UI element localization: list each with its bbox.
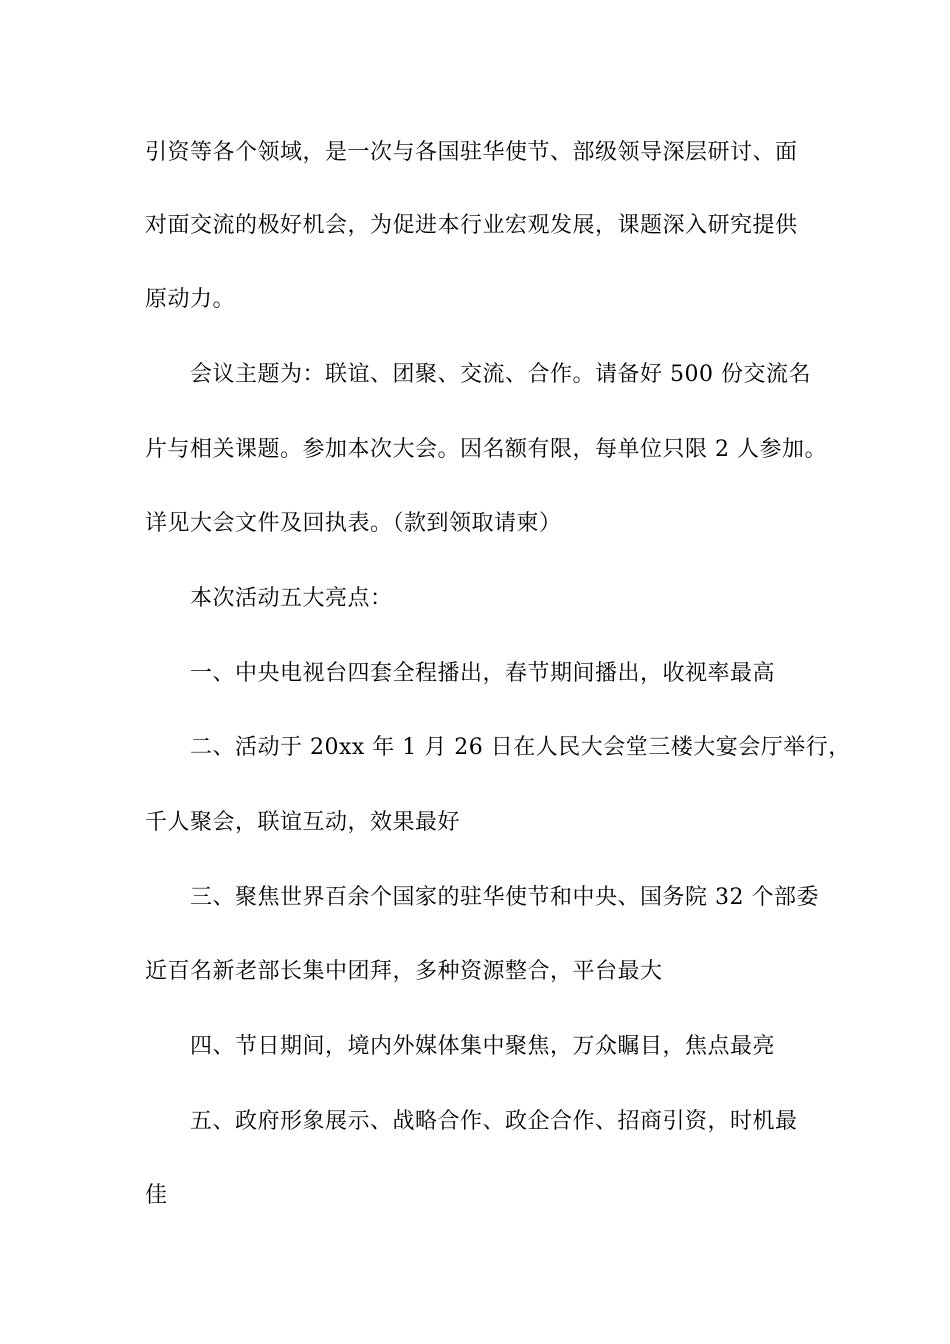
paragraph-line: 原动力。 [145,287,236,312]
list-item: 四、节日期间，境内外媒体集中聚焦，万众瞩目，焦点最亮 [190,1034,776,1059]
paragraph-line: 引资等各个领域，是一次与各国驻华使节、部级领导深层研讨、面 [145,140,798,165]
list-item-continuation: 千人聚会，联谊互动，效果最好 [145,810,461,835]
list-item-continuation: 近百名新老部长集中团拜，多种资源整合，平台最大 [145,959,663,984]
paragraph-line: 对面交流的极好机会，为促进本行业宏观发展，课题深入研究提供 [145,213,798,238]
list-item: 一、中央电视台四套全程播出，春节期间播出，收视率最高 [190,661,776,686]
list-item-continuation: 佳 [145,1183,168,1208]
paragraph-line: 会议主题为：联谊、团聚、交流、合作。请备好 500 份交流名 [190,362,811,387]
list-item: 三、聚焦世界百余个国家的驻华使节和中央、国务院 32 个部委 [190,885,819,910]
paragraph-line: 详见大会文件及回执表。（款到领取请柬） [145,511,562,536]
paragraph-line: 片与相关课题。参加本次大会。因名额有限，每单位只限 2 人参加。 [145,437,827,462]
section-heading: 本次活动五大亮点： [190,586,393,611]
list-item: 五、政府形象展示、战略合作、政企合作、招商引资，时机最 [190,1109,798,1134]
list-item: 二、活动于 20xx 年 1 月 26 日在人民大会堂三楼大宴会厅举行， [190,735,851,760]
